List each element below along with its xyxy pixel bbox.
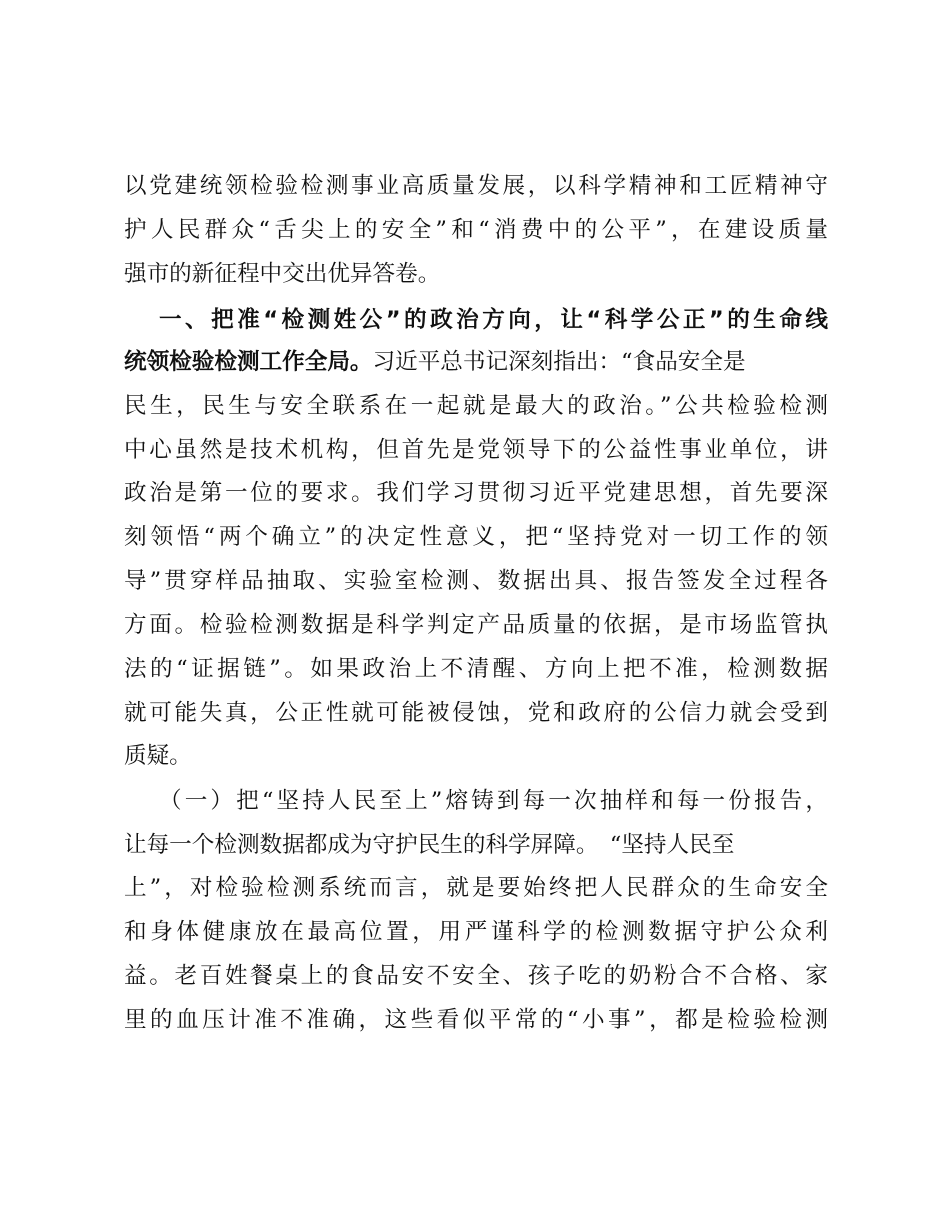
- section-1-paragraph-line: 就可能失真，公正性就可能被侵蚀，党和政府的公信力就会受到: [124, 700, 828, 726]
- subsection-1-heading-continuation: [124, 825, 828, 865]
- section-1-paragraph-line: 方面。检验检测数据是科学判定产品质量的依据，是市场监管执: [124, 612, 828, 638]
- subsection-1-paragraph-line: 里的血压计准不准确，这些看似平常的“小事”，都是检验检测: [124, 1007, 828, 1033]
- section-1-heading-end: 统领检验检测工作全局。: [124, 349, 373, 375]
- intro-line-2: 护人民群众“舌尖上的安全”和“消费中的公平”，在建设质量: [124, 217, 828, 243]
- subsection-1-heading: （一）把“坚持人民至上”熔铸到每一次抽样和每一份报告，: [159, 788, 828, 814]
- subsection-1-paragraph-line: 和身体健康放在最高位置，用严谨科学的检测数据守护公众利: [124, 919, 828, 945]
- subsection-1-quote-start: “坚持人民至: [609, 832, 735, 858]
- section-1-paragraph-line: 质疑。: [124, 743, 192, 769]
- section-1-paragraph-line: 中心虽然是技术机构，但首先是党领导下的公益性事业单位，讲: [124, 437, 828, 463]
- section-1-paragraph-line: 导”贯穿样品抽取、实验室检测、数据出具、报告签发全过程各: [124, 568, 828, 594]
- subsection-1-paragraph-line: 上”，对检验检测系统而言，就是要始终把人民群众的生命安全: [124, 875, 828, 901]
- subsection-1-paragraph-line: 益。老百姓餐桌上的食品安不安全、孩子吃的奶粉合不合格、家: [124, 963, 828, 989]
- section-1-quote-start: 习近平总书记深刻指出：“食品安全是: [372, 349, 746, 375]
- section-1-paragraph-line: 刻领悟“两个确立”的决定性意义，把“坚持党对一切工作的领: [124, 524, 828, 550]
- intro-line-1: 以党建统领检验检测事业高质量发展，以科学精神和工匠精神守: [124, 173, 828, 199]
- section-1-heading-continuation: [124, 342, 828, 382]
- section-1-paragraph-line: 民生，民生与安全联系在一起就是最大的政治。”公共检验检测: [124, 393, 828, 419]
- intro-line-3: 强市的新征程中交出优异答卷。: [124, 261, 441, 287]
- section-1-heading: 一、把准“检测姓公”的政治方向，让“科学公正”的生命线: [159, 307, 828, 333]
- section-1-paragraph-line: 政治是第一位的要求。我们学习贯彻习近平党建思想，首先要深: [124, 480, 828, 506]
- subsection-1-heading-end: 让每一个检测数据都成为守护民生的科学屏障。: [124, 832, 588, 858]
- section-1-paragraph-line: 法的“证据链”。如果政治上不清醒、方向上把不准，检测数据: [124, 656, 828, 682]
